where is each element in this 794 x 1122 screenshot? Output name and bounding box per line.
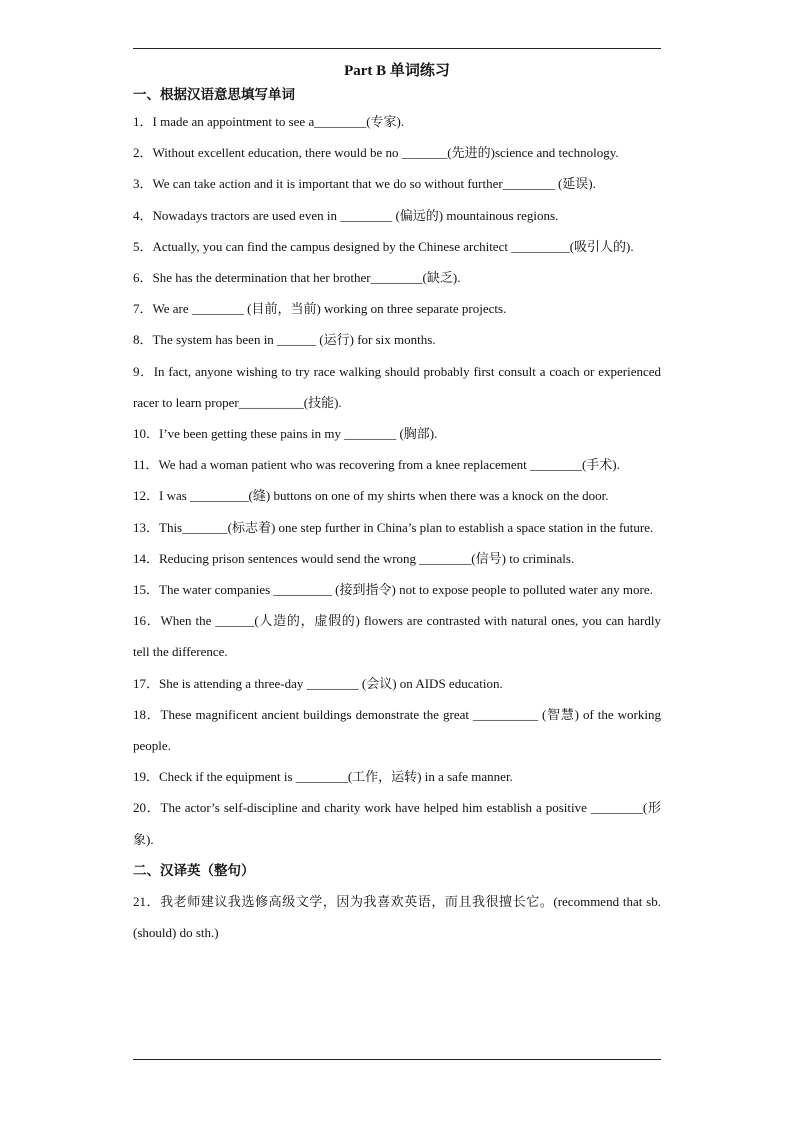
section-heading-1: 一、根据汉语意思填写单词 bbox=[133, 87, 295, 102]
exercise-item: 13．This_______(标志着) one step further in China’s plan to establish a space station in the future. bbox=[133, 519, 654, 535]
exercise-item: 2．Without excellent education, there would be no _______(先进的)science and technology. bbox=[133, 145, 619, 161]
exercise-item: 12．I was _________(缝) buttons on one of my shirts when there was a knock on the door. bbox=[133, 488, 609, 504]
exercise-item: 5．Actually, you can find the campus designed by the Chinese architect _________(吸引人的). bbox=[133, 238, 634, 254]
exercise-item: 19．Check if the equipment is ________(工作，运转) in a safe manner. bbox=[133, 769, 513, 785]
section-heading-2: 二、汉译英（整句） bbox=[133, 862, 255, 878]
translation-list bbox=[133, 886, 661, 948]
page-title: Part B 单词练习 bbox=[344, 63, 450, 79]
translation-item: 21．我老师建议我选修高级文学，因为我喜欢英语，而且我很擅长它。(recommend that sb. (should) do sth.) bbox=[133, 893, 661, 941]
exercise-item: 3．We can take action and it is important that we do so without further________ (延误). bbox=[133, 176, 596, 192]
exercise-item: 1．I made an appointment to see a________(专家). bbox=[133, 114, 405, 129]
exercise-item: 18．These magnificent ancient buildings demonstrate the great __________ (智慧) of the working people. bbox=[133, 706, 661, 754]
exercise-item: 4．Nowadays tractors are used even in ________ (偏远的) mountainous regions. bbox=[133, 207, 559, 223]
exercise-item: 16．When the ______(人造的，虚假的) flowers are contrasted with natural ones, you can hardly tell the difference. bbox=[133, 613, 661, 660]
exercise-item: 11．We had a woman patient who was recovering from a knee replacement ________(手术). bbox=[133, 457, 620, 473]
exercise-item: 14．Reducing prison sentences would send the wrong ________(信号) to criminals. bbox=[133, 550, 575, 566]
exercise-item: 10．I’ve been getting these pains in my ________ (胸部). bbox=[133, 426, 438, 442]
header-rule bbox=[133, 48, 661, 49]
document-body bbox=[133, 56, 661, 948]
exercise-item: 6．She has the determination that her brother________(缺乏). bbox=[133, 270, 461, 286]
exercise-item: 15．The water companies _________ (接到指令) not to expose people to polluted water any more. bbox=[133, 582, 653, 598]
exercise-item: 9．In fact, anyone wishing to try race walking should probably first consult a coach or experienced racer to learn proper__________(技能). bbox=[133, 363, 661, 410]
exercise-list bbox=[133, 106, 661, 855]
exercise-item: 7．We are ________ (目前，当前) working on three separate projects. bbox=[133, 301, 507, 317]
exercise-item: 8．The system has been in ______ (运行) for six months. bbox=[133, 332, 436, 348]
exercise-item: 17．She is attending a three-day ________ (会议) on AIDS education. bbox=[133, 675, 503, 691]
exercise-item: 20．The actor’s self-discipline and charity work have helped him establish a positive ________(形象). bbox=[133, 800, 661, 847]
footer-rule bbox=[133, 1059, 661, 1060]
